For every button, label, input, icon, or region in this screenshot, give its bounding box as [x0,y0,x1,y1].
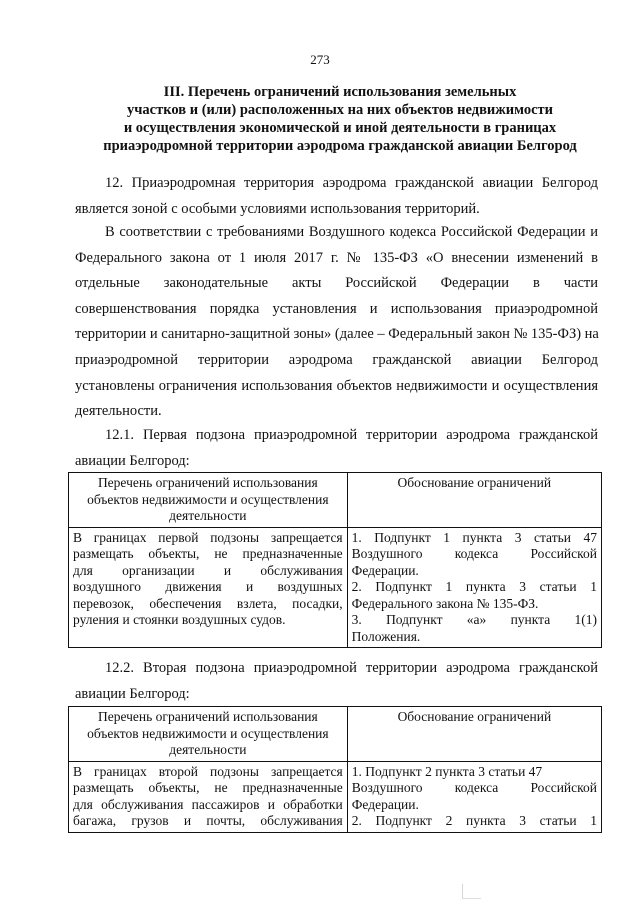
cell-line: объектов недвижимости и осуществления [87,725,329,741]
table-cell-restriction [69,761,348,832]
section-heading [70,83,610,155]
text-line: авиации Белгород: [75,685,190,702]
text-line: является зоной с особыми условиями использования территорий. [75,200,480,217]
table-cell-restriction [69,527,348,648]
table-row [69,761,602,832]
text-line: 12.1. Первая подзона приаэродромной территории аэродрома гражданской [105,427,598,443]
page-number: 273 [310,52,330,67]
cell-line: размещать объекты, не предназначенные [73,546,343,561]
cell-line: 1. Подпункт 2 пункта 3 статьи 47 [351,763,543,779]
text-line: совершенствования порядка установления и использования приаэродромной [75,300,598,317]
cell-line: Перечень ограничений использования [97,709,318,724]
cell-line: В границах второй подзоны запрещается [73,763,343,779]
text-line: территории и санитарно-защитной зоны» (далее – Федеральный закон № 135-ФЗ) на [75,326,599,343]
table-cell-basis [347,527,601,648]
cell-line: Воздушного кодекса Российской [351,780,597,795]
cell-line: Федерации. [351,562,419,578]
cell-line: Положения. [351,628,421,644]
cell-line: деятельности [169,742,247,757]
cell-line: деятельности [169,508,247,523]
table-header-cell [69,473,348,528]
paragraph-12-1 [75,423,598,474]
cell-line: В границах первой подзоны запрещается [73,529,343,545]
cell-line: Федерального закона № 135-ФЗ. [351,595,539,611]
table-header-row [69,473,602,528]
text-line: Федерального закона от 1 июля 2017 г. № 135-ФЗ «О внесении изменений в [75,249,598,266]
table-header-row [69,707,602,762]
heading-line: и осуществления экономической и иной деятельности в границах [123,120,557,136]
cell-line: объектов недвижимости и осуществления [87,491,329,507]
table-cell-basis [347,761,601,832]
cell-line: Воздушного кодекса Российской [351,546,597,561]
cell-line: 3. Подпункт «а» пункта 1(1) [351,612,597,627]
paragraph-12 [75,171,598,222]
paragraph-legal-basis [75,220,598,425]
cell-line: перевозок, обеспечения взлета, посадки, [73,595,343,611]
text-line: авиации Белгород: [75,452,190,469]
restrictions-table-first-subzone [68,472,602,648]
table-header-cell [69,707,348,762]
text-line: деятельности. [75,403,162,420]
table-header-cell [347,473,601,528]
cell-line: 1. Подпункт 1 пункта 3 статьи 47 [351,529,597,545]
text-line: 12. Приаэродромная территория аэродрома гражданской авиации Белгород [105,175,598,191]
cell-line: воздушного движения и воздушных [73,579,343,594]
cell-line: Федерации. [351,796,419,812]
cell-line: для организации и обслуживания [73,562,343,578]
cell-line: Перечень ограничений использования [97,475,318,490]
cell-line: для обслуживания пассажиров и обработки [73,796,343,812]
cell-line: руления и стоянки воздушных судов. [73,612,286,627]
text-line: приаэродромной территории аэродрома гражданской авиации Белгород [75,351,598,368]
paragraph-12-2 [75,656,598,707]
cell-line: 2. Подпункт 2 пункта 3 статьи 1 [351,813,597,828]
heading-line: участков и (или) расположенных на них объектов недвижимости [126,102,553,118]
cell-line: Обоснование ограничений [397,709,552,724]
text-line: установлены ограничения использования объектов недвижимости и осуществления [75,377,598,394]
restrictions-table-second-subzone [68,706,602,833]
cell-line: размещать объекты, не предназначенные [73,780,343,795]
heading-line: III. Перечень ограничений использования земельных [163,84,517,100]
cell-line: багажа, грузов и почты, обслуживания [73,813,343,828]
text-line: В соответствии с требованиями Воздушного кодекса Российской Федерации и [105,224,598,240]
cell-line: 2. Подпункт 1 пункта 3 статьи 1 [351,579,597,594]
table-header-cell [347,707,601,762]
text-line: 12.2. Вторая подзона приаэродромной территории аэродрома гражданской [105,660,598,676]
scan-artifact [462,884,481,899]
heading-line: приаэродромной территории аэродрома гражданской авиации Белгород [103,138,577,154]
text-line: отдельные законодательные акты Российской Федерации в части [75,275,598,292]
cell-line: Обоснование ограничений [397,475,552,490]
table-row [69,527,602,648]
